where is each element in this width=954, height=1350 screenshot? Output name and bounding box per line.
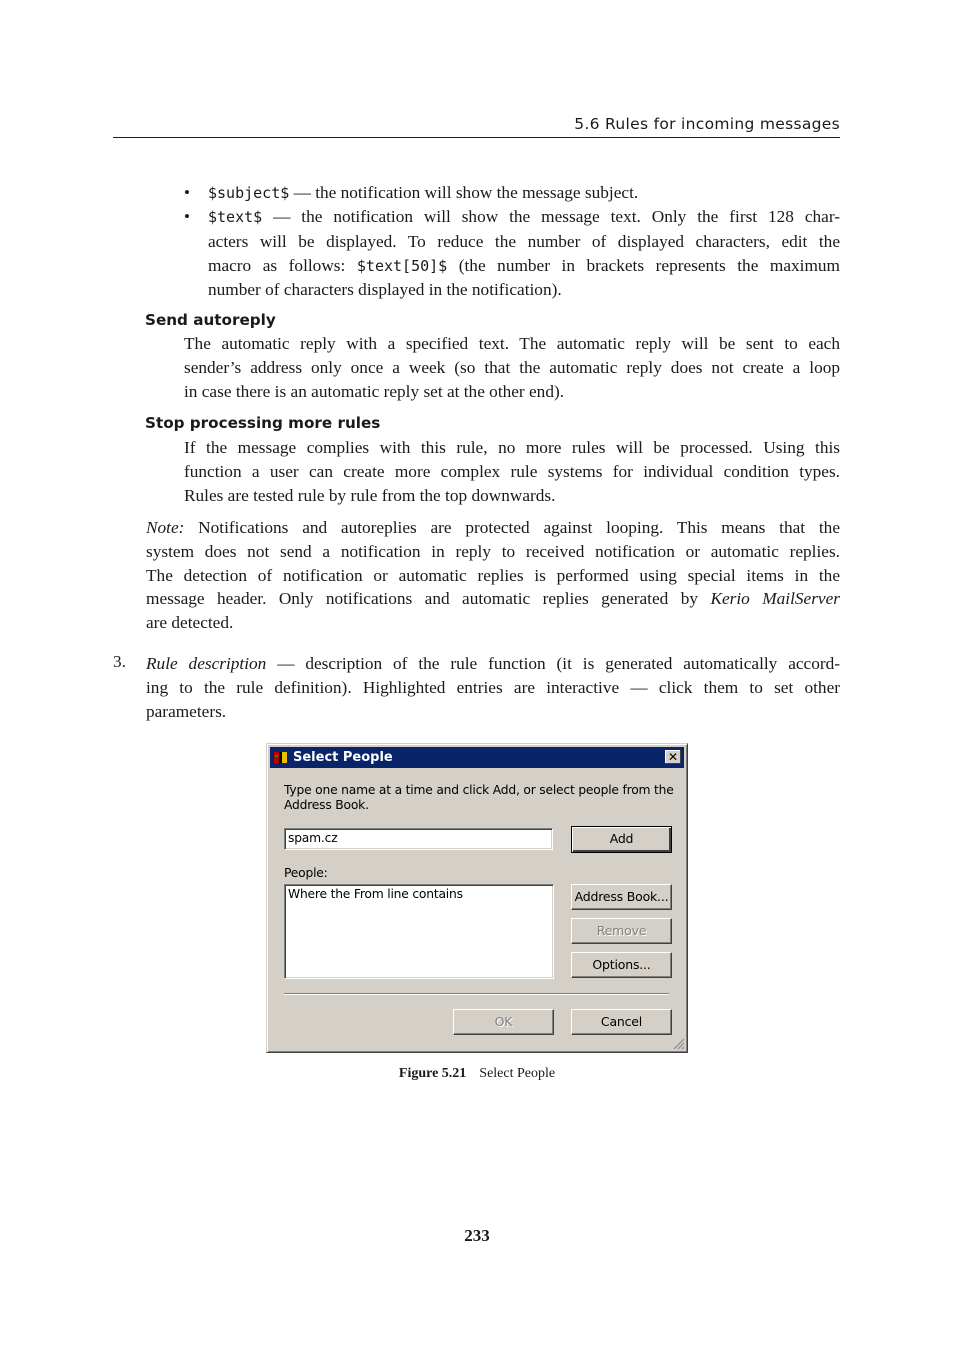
code-subject: $subject$ xyxy=(208,184,290,202)
section-stop-processing xyxy=(184,436,840,507)
cancel-button[interactable]: Cancel xyxy=(571,1009,672,1035)
close-icon[interactable]: ✕ xyxy=(665,750,681,764)
options-button[interactable]: Options... xyxy=(571,952,672,978)
note-paragraph xyxy=(146,516,840,635)
resize-grip-icon[interactable] xyxy=(673,1038,685,1050)
heading-stop-processing: Stop processing more rules xyxy=(145,414,381,432)
note-label: Note: xyxy=(146,518,185,537)
running-header: 5.6 Rules for incoming messages xyxy=(113,114,840,138)
bullet-text-line: macro as follows: xyxy=(208,255,357,275)
bullet-subject-text: — the notification will show the message subject. xyxy=(289,183,639,202)
list-number: 3. xyxy=(113,652,126,671)
paragraph-line: system does not send a notification in reply to received notification or automatic replies. xyxy=(146,541,840,561)
item-rule-description xyxy=(146,652,840,723)
bullet-text-line: number of characters displayed in the notification). xyxy=(208,280,562,300)
dialog-title: Select People xyxy=(293,750,393,765)
instructions-line: Type one name at a time and click Add, or select people from the xyxy=(284,783,674,797)
bullet-text-line: — the notification will show the message text. Only the first 128 char- xyxy=(262,207,840,226)
instructions-line: Address Book. xyxy=(284,798,369,812)
paragraph-line: The detection of notification or automatic replies is performed using special items in the xyxy=(146,565,840,585)
code-text: $text$ xyxy=(208,208,263,226)
paragraph-line: parameters. xyxy=(146,701,227,721)
bullet-subject xyxy=(208,181,840,206)
ok-button[interactable]: OK xyxy=(453,1009,554,1035)
paragraph-line: Rules are tested rule by rule from the top downwards. xyxy=(184,485,556,505)
select-people-dialog xyxy=(266,743,688,1053)
bullet-marker: • xyxy=(184,207,190,226)
figure-label: Figure 5.21 xyxy=(398,1066,467,1081)
term-rule-description: Rule description xyxy=(146,654,267,673)
paragraph-line: — description of the rule function (it is generated automatically accord- xyxy=(266,654,840,673)
bullet-text xyxy=(208,205,840,302)
separator xyxy=(284,993,669,995)
list-item[interactable]: Where the From line contains xyxy=(288,887,463,901)
figure-caption-text: Select People xyxy=(479,1066,556,1081)
paragraph-line: in case there is an automatic reply set at the other end). xyxy=(184,381,565,401)
dialog-titlebar[interactable] xyxy=(270,747,684,768)
bullet-text-line: acters will be displayed. To reduce the number of displayed characters, edit the xyxy=(208,231,840,251)
paragraph-line: sender’s address only once a week (so that the automatic reply does not create a loop xyxy=(184,357,840,377)
add-button[interactable]: Add xyxy=(571,826,672,853)
figure-caption xyxy=(0,1066,954,1082)
instructions xyxy=(284,783,674,813)
app-icon xyxy=(274,751,287,764)
paragraph-line: The automatic reply with a specified text. The automatic reply will be sent to each xyxy=(184,334,840,353)
page-number: 233 xyxy=(464,1226,490,1245)
paragraph-line: are detected. xyxy=(146,613,234,633)
bullet-marker: • xyxy=(184,183,190,202)
people-list[interactable] xyxy=(284,884,554,979)
section-send-autoreply xyxy=(184,332,840,403)
people-label: People: xyxy=(284,866,328,880)
code-text50: $text[50]$ xyxy=(356,256,448,275)
paragraph-line: Notifications and autoreplies are protected against looping. This means that the xyxy=(184,518,840,537)
bullet-text-line: (the number in brackets represents the maximum xyxy=(447,255,840,275)
paragraph-line: If the message complies with this rule, no more rules will be processed. Using this xyxy=(184,438,840,457)
address-book-button[interactable]: Address Book... xyxy=(571,884,672,910)
product-name: Kerio MailServer xyxy=(710,589,840,609)
paragraph-line: ing to the rule definition). Highlighted entries are interactive — click them to set other xyxy=(146,677,840,697)
heading-send-autoreply: Send autoreply xyxy=(145,311,276,329)
name-input[interactable]: spam.cz xyxy=(284,828,553,850)
remove-button[interactable]: Remove xyxy=(571,918,672,944)
paragraph-line: message header. Only notifications and automatic replies generated by xyxy=(146,589,711,609)
paragraph-line: function a user can create more complex rule systems for individual condition types. xyxy=(184,461,840,481)
